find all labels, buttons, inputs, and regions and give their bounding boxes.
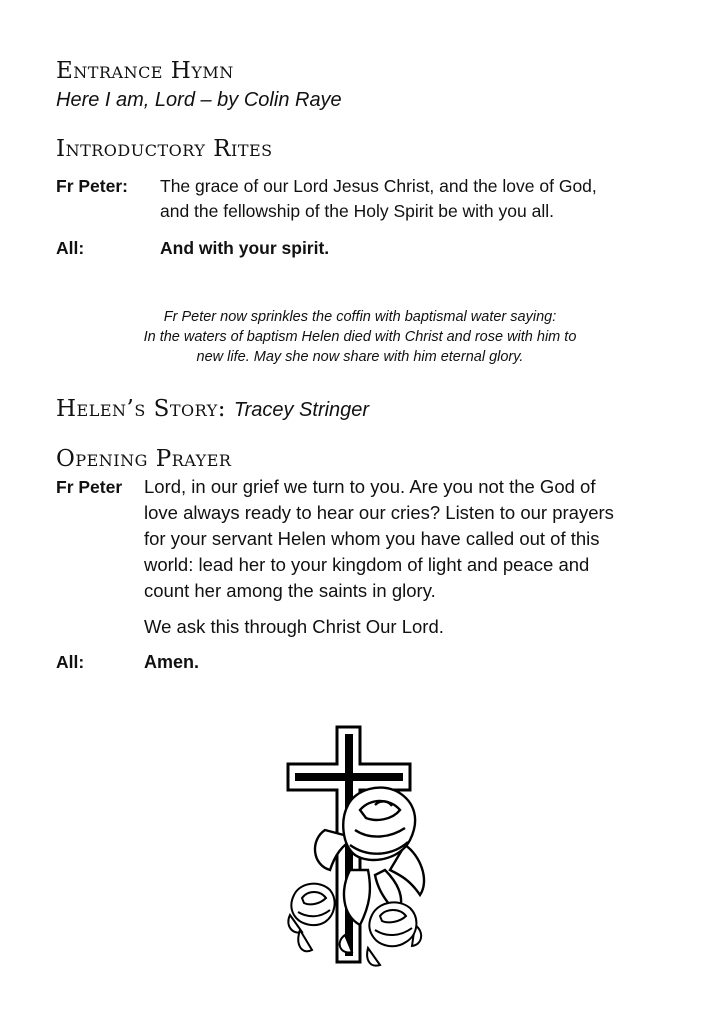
opening-prayer-heading: Opening Prayer — [56, 446, 232, 472]
entrance-hymn-title: Here I am, Lord – by Colin Raye — [56, 89, 342, 111]
response-text: Amen. — [144, 652, 200, 672]
speaker-label: Fr Peter — [56, 477, 123, 497]
opening-prayer-response — [56, 650, 199, 675]
rubric-instruction — [60, 307, 660, 367]
cross-with-roses-icon — [280, 720, 440, 970]
prayer-line: count her among the saints in glory. — [144, 580, 436, 601]
introductory-line-all — [56, 236, 329, 261]
line-text-2: and the fellowship of the Holy Spirit be with you all. — [160, 201, 554, 221]
prayer-line: Lord, in our grief we turn to you. Are you not the God of — [144, 476, 596, 497]
line-text-1: The grace of our Lord Jesus Christ, and the love of God, — [160, 176, 597, 196]
introductory-line-priest — [56, 174, 597, 224]
helens-story-heading — [56, 396, 369, 422]
introductory-rites-heading: Introductory Rites — [56, 136, 273, 162]
prayer-conclusion: We ask this through Christ Our Lord. — [144, 616, 444, 637]
line-text — [160, 174, 597, 224]
rubric-line: In the waters of baptism Helen died with Christ and rose with him to — [143, 329, 577, 345]
speaker-label: All: — [56, 652, 85, 672]
prayer-text — [144, 474, 614, 640]
prayer-line: for your servant Helen whom you have called out of this — [144, 528, 600, 549]
entrance-hymn-heading: Entrance Hymn — [56, 58, 234, 84]
prayer-line: love always ready to hear our cries? Listen to our prayers — [144, 502, 614, 523]
rubric-line: Fr Peter now sprinkles the coffin with baptismal water saying: — [163, 309, 557, 325]
speaker-label: Fr Peter: — [56, 176, 128, 196]
prayer-line: world: lead her to your kingdom of light and peace and — [144, 554, 590, 575]
line-text: And with your spirit. — [160, 238, 330, 258]
rubric-line: new life. May she now share with him eternal glory. — [196, 349, 524, 365]
story-heading-label: Helen’s Story: — [56, 396, 227, 422]
story-speaker: Tracey Stringer — [233, 399, 370, 421]
opening-prayer-body — [56, 474, 614, 640]
speaker-label: All: — [56, 238, 85, 258]
